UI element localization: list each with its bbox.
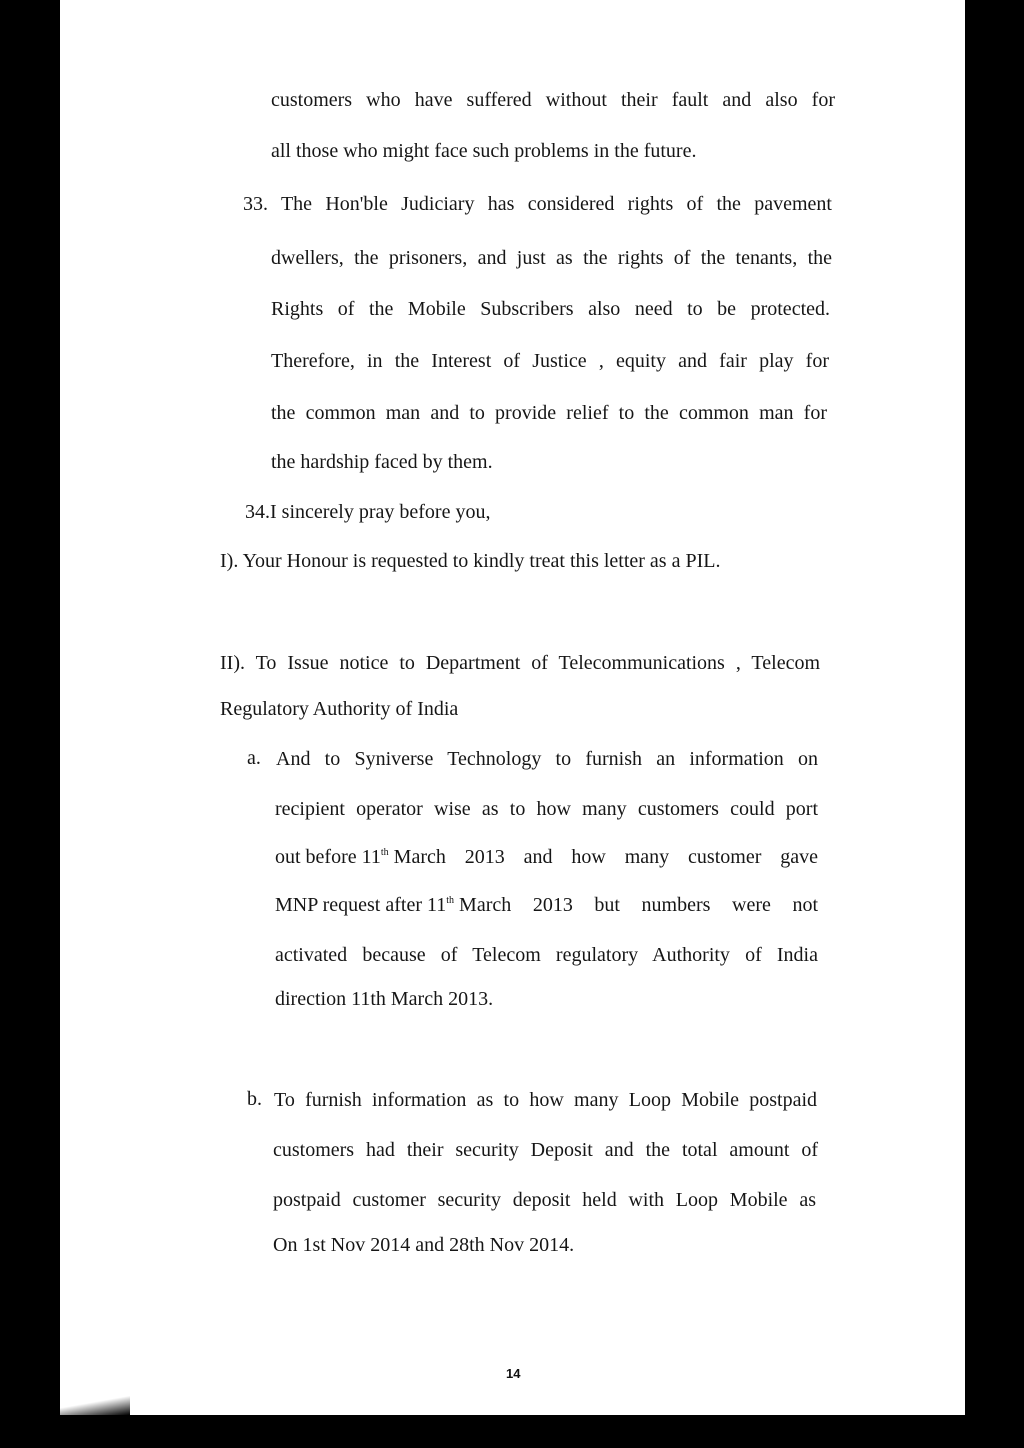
text-segment: March 2013 but numbers were not — [459, 894, 818, 916]
scan-shadow — [60, 1395, 130, 1415]
text-segment: MNP request after 11th — [275, 894, 455, 916]
paragraph-34: 34.I sincerely pray before you, — [245, 501, 491, 523]
item-b-marker: b. — [247, 1088, 262, 1110]
text-line: customers had their security Deposit and the total amount of — [273, 1139, 818, 1161]
text-line — [275, 845, 818, 869]
text-line: the common man and to provide relief to the common man for — [271, 402, 827, 424]
text-segment: out before 11th — [275, 846, 389, 868]
text-line: Regulatory Authority of India — [220, 698, 459, 720]
text-line: recipient operator wise as to how many customers could port — [275, 798, 818, 820]
text-line — [275, 893, 818, 917]
text-line: direction 11th March 2013. — [275, 988, 494, 1010]
text-line: dwellers, the prisoners, and just as the rights of the tenants, the — [271, 247, 832, 269]
text-line: the hardship faced by them. — [271, 451, 493, 473]
prayer-II: II). To Issue notice to Department of Telecommunications , Telecom — [220, 652, 820, 674]
prayer-I: I). Your Honour is requested to kindly treat this letter as a PIL. — [220, 550, 721, 572]
item-a-marker: a. — [247, 747, 261, 769]
text-line: postpaid customer security deposit held with Loop Mobile as — [273, 1189, 816, 1211]
page-number: 14 — [506, 1366, 521, 1381]
text-line: all those who might face such problems in the future. — [271, 140, 697, 162]
text-line: Rights of the Mobile Subscribers also need to be protected. — [271, 298, 830, 320]
paragraph-33: 33. The Hon'ble Judiciary has considered rights of the pavement — [243, 193, 832, 215]
item-b: To furnish information as to how many Loop Mobile postpaid — [274, 1089, 817, 1111]
text-line: activated because of Telecom regulatory Authority of India — [275, 944, 818, 966]
text-line: customers who have suffered without their fault and also for — [271, 89, 835, 111]
text-line: On 1st Nov 2014 and 28th Nov 2014. — [273, 1234, 575, 1256]
item-a: And to Syniverse Technology to furnish an information on — [276, 748, 818, 770]
text-segment: March 2013 and how many customer gave — [393, 846, 818, 868]
text-line: Therefore, in the Interest of Justice , equity and fair play for — [271, 350, 829, 372]
